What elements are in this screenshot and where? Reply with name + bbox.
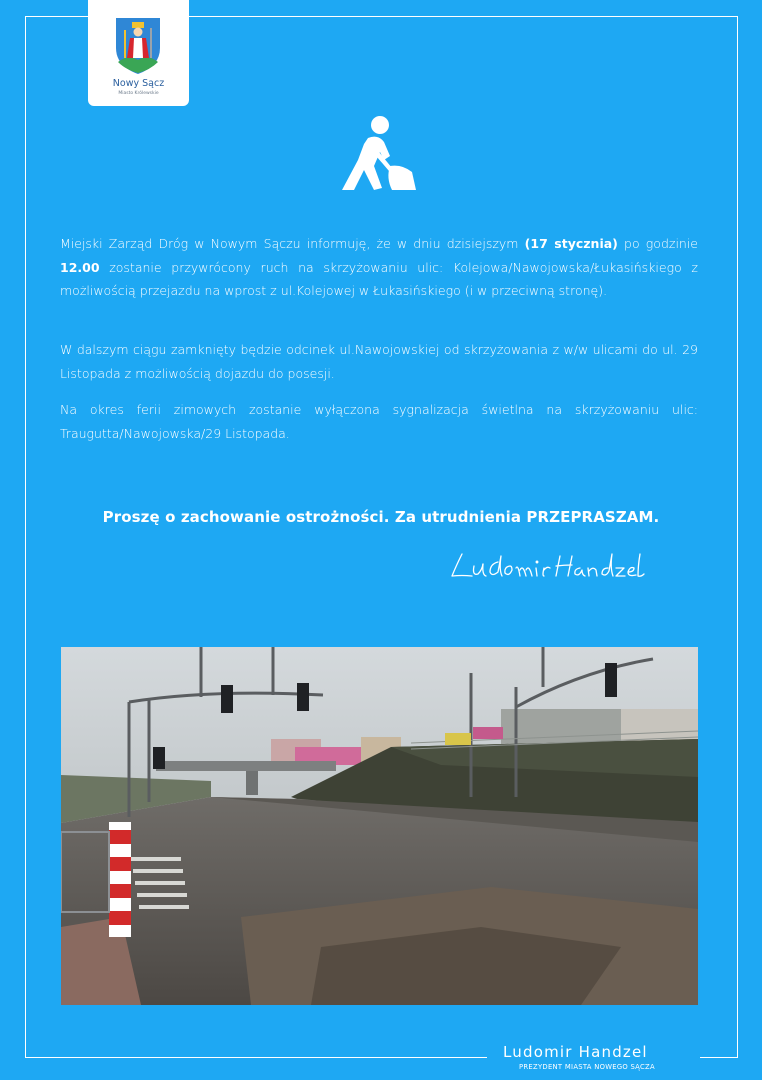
intersection-photo-image bbox=[61, 647, 698, 1005]
frame-bottom-right bbox=[700, 1057, 738, 1058]
footer-role: PREZYDENT MIASTA NOWEGO SĄCZA bbox=[519, 1063, 655, 1071]
logo-city-name: Nowy Sącz bbox=[112, 78, 165, 89]
roadwork-worker-shovel-icon bbox=[340, 116, 416, 192]
city-coat-of-arms-icon bbox=[88, 0, 189, 80]
notice-paragraph-3: Na okres ferii zimowych zostanie wyłączona sygnalizacja świetlna na skrzyżowaniu ulic: Traugutta/Nawojowska/29 Listopada. bbox=[60, 402, 698, 441]
intersection-photo bbox=[61, 647, 698, 1005]
footer-name: Ludomir Handzel bbox=[503, 1043, 648, 1061]
frame-top-right bbox=[189, 16, 738, 17]
notice-time: 12.00 bbox=[60, 259, 100, 275]
frame-right bbox=[737, 16, 738, 1058]
notice-date: (17 stycznia) bbox=[524, 236, 618, 251]
notice-p1-intro: Miejski Zarząd Dróg w Nowym Sączu informuję, że w dniu dzisiejszym bbox=[60, 236, 525, 251]
handwritten-signature bbox=[448, 548, 648, 584]
closing-apology: Proszę o zachowanie ostrożności. Za utrudnienia PRZEPRASZAM. bbox=[102, 508, 660, 526]
notice-p1-rest: zostanie przywrócony ruch na skrzyżowaniu ulic: Kolejowa/Nawojowska/Łukasińskiego z możliwością przejazdu na wprost z ul.Kolejowej w Łukasińskiego (i w przeciwną stronę). bbox=[60, 259, 698, 298]
notice-paragraph-1 bbox=[60, 232, 698, 303]
frame-top-left bbox=[25, 16, 88, 17]
logo-subtitle: Miasto Królewskie bbox=[118, 91, 159, 96]
frame-left bbox=[25, 16, 26, 1058]
notice-paragraph-2: W dalszym ciągu zamknięty będzie odcinek ul.Nawojowskiej od skrzyżowania z w/w ulicami do ul. 29 Listopada z możliwością dojazdu do posesji. bbox=[60, 342, 698, 381]
city-logo bbox=[88, 0, 189, 106]
notice-p1-mid: po godzinie bbox=[617, 236, 699, 251]
frame-bottom-left bbox=[25, 1057, 487, 1058]
